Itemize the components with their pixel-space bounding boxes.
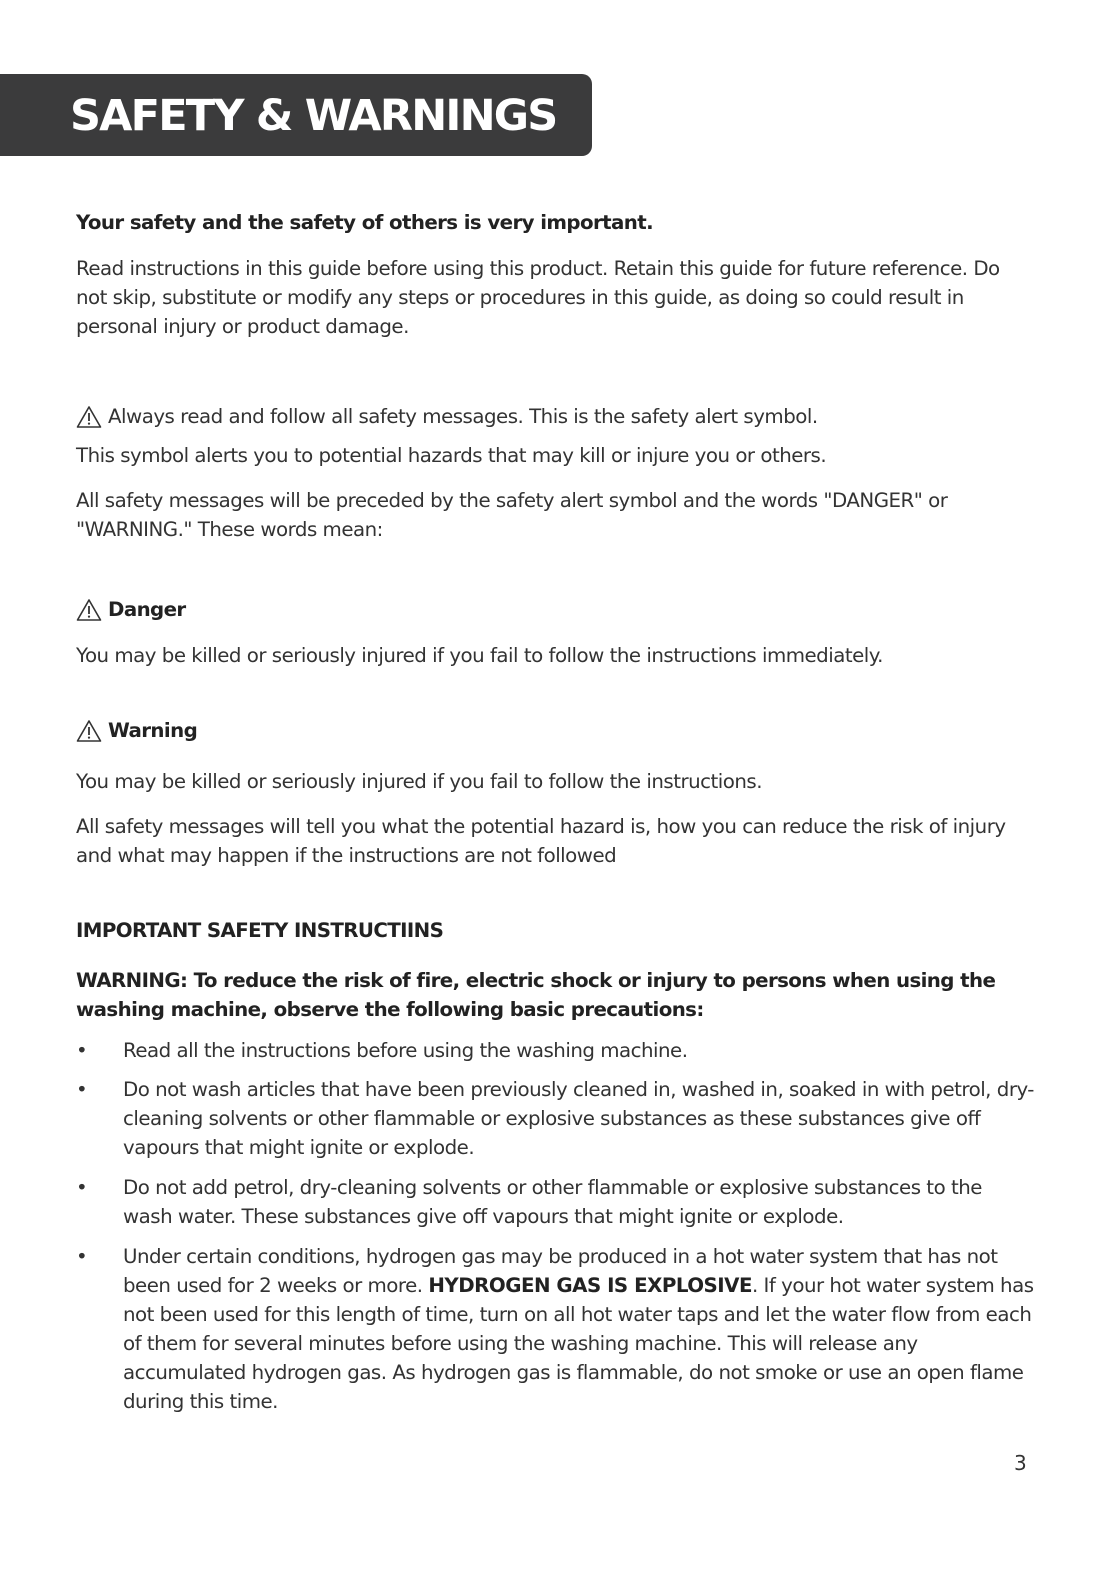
- page-title: SAFETY & WARNINGS: [70, 91, 557, 141]
- warning-triangle-icon: [76, 405, 102, 429]
- bullet-icon: •: [76, 1245, 88, 1268]
- hydrogen-warning-emphasis: HYDROGEN GAS IS EXPLOSIVE: [428, 1274, 752, 1297]
- bullet-icon: •: [76, 1039, 88, 1062]
- alert-text-1: Always read and follow all safety messages. This is the safety alert symbol.: [108, 405, 818, 428]
- list-item-text: [123, 1242, 1035, 1416]
- instructions-heading: IMPORTANT SAFETY INSTRUCTIINS: [76, 919, 444, 942]
- alert-text-2: This symbol alerts you to potential hazards that may kill or injure you or others.: [76, 444, 827, 467]
- danger-label: Danger: [108, 598, 186, 621]
- warning-text: You may be killed or seriously injured if you fail to follow the instructions.: [76, 770, 762, 793]
- warning-triangle-icon: [76, 598, 102, 622]
- list-item-text: Do not wash articles that have been previously cleaned in, washed in, soaked in with petrol, dry-cleaning solvents or other flammable or explosive substances as these substances give off vapours that might ignite or explode.: [123, 1078, 1034, 1159]
- warning-text-2: All safety messages will tell you what the potential hazard is, how you can reduce the risk of injury and what may happen if the instructions are not followed: [76, 815, 1006, 867]
- warning-triangle-icon: [76, 719, 102, 743]
- list-item-text: Read all the instructions before using the washing machine.: [123, 1039, 688, 1062]
- alert-line-1: [76, 402, 1036, 431]
- intro-heading: Your safety and the safety of others is very important.: [76, 211, 653, 234]
- warning-heading: [76, 716, 1036, 745]
- bullet-icon: •: [76, 1176, 88, 1199]
- list-item-text: Do not add petrol, dry-cleaning solvents or other flammable or explosive substances to the wash water. These substances give off vapours that might ignite or explode.: [123, 1176, 982, 1228]
- list-item-text-part: Under certain conditions, hydrogen gas may be produced in a hot water system that has not been used for 2 weeks or more.: [123, 1245, 998, 1297]
- page-number: 3: [1014, 1451, 1027, 1475]
- intro-paragraph: Read instructions in this guide before using this product. Retain this guide for future reference. Do not skip, substitute or modify any steps or procedures in this guide, as doing so could result in personal injury or product damage.: [76, 257, 1000, 338]
- warning-label: Warning: [108, 719, 198, 742]
- danger-text: You may be killed or seriously injured if you fail to follow the instructions immediately.: [76, 644, 883, 667]
- list-item-text-part: . If your hot water system has not been used for this length of time, turn on all hot water taps and let the water flow from each of them for several minutes before using the washing machine. This will release any accumulated hydrogen gas. As hydrogen gas is flammable, do not smoke or use an open flame during this time.: [123, 1274, 1034, 1413]
- bullet-icon: •: [76, 1078, 88, 1101]
- instructions-warning-intro: WARNING: To reduce the risk of fire, electric shock or injury to persons when using the washing machine, observe the following basic precautions:: [76, 969, 996, 1021]
- danger-heading: [76, 595, 1036, 624]
- alert-text-3: All safety messages will be preceded by the safety alert symbol and the words "DANGER" or "WARNING." These words mean:: [76, 489, 948, 541]
